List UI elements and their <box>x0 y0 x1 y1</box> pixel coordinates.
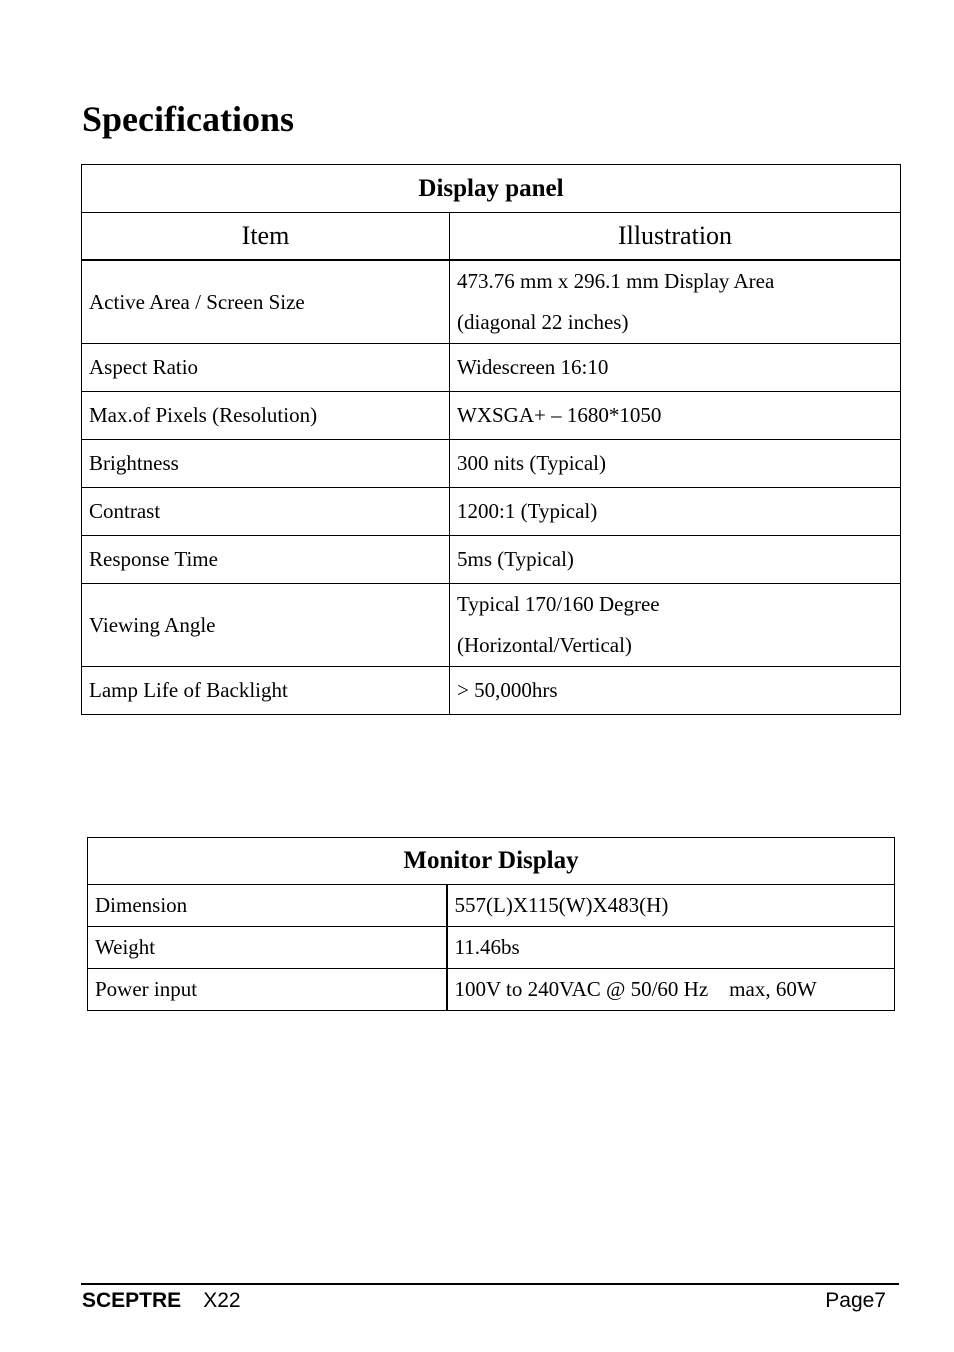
spec-value: 5ms (Typical) <box>450 536 901 584</box>
spec-label: Viewing Angle <box>82 584 450 667</box>
spec-value <box>450 260 901 344</box>
table-row <box>82 260 901 344</box>
footer-divider <box>81 1283 899 1285</box>
spec-value: 300 nits (Typical) <box>450 440 901 488</box>
spec-label: Max.of Pixels (Resolution) <box>82 392 450 440</box>
spec-value-line: (Horizontal/Vertical) <box>457 633 632 657</box>
spec-value: 100V to 240VAC @ 50/60 Hz max, 60W <box>447 969 895 1011</box>
spec-value-line: 473.76 mm x 296.1 mm Display Area <box>457 269 775 293</box>
table-row <box>82 344 901 392</box>
spec-label: Dimension <box>88 885 447 927</box>
table-row <box>82 392 901 440</box>
display-panel-table <box>81 164 901 715</box>
footer-left <box>82 1289 241 1313</box>
spec-label: Power input <box>88 969 447 1011</box>
spec-label: Weight <box>88 927 447 969</box>
table-row <box>82 488 901 536</box>
table-row <box>88 885 895 927</box>
footer-model: X22 <box>203 1289 241 1312</box>
table-row <box>82 536 901 584</box>
monitor-display-title: Monitor Display <box>88 838 895 885</box>
page-title: Specifications <box>82 99 294 139</box>
table-row <box>82 667 901 715</box>
spec-label: Aspect Ratio <box>82 344 450 392</box>
table-row <box>88 927 895 969</box>
footer-brand: SCEPTRE <box>82 1289 182 1312</box>
table-header-row <box>82 213 901 261</box>
display-panel-title: Display panel <box>82 165 901 213</box>
table-row <box>82 584 901 667</box>
spec-value: 11.46bs <box>447 927 895 969</box>
spec-value: > 50,000hrs <box>450 667 901 715</box>
spec-value-line: Typical 170/160 Degree <box>457 592 660 616</box>
spec-label: Lamp Life of Backlight <box>82 667 450 715</box>
page-number: Page7 <box>825 1289 886 1312</box>
spec-label: Response Time <box>82 536 450 584</box>
table-row <box>88 969 895 1011</box>
spec-label: Contrast <box>82 488 450 536</box>
column-header-illustration: Illustration <box>450 213 901 261</box>
spec-label: Brightness <box>82 440 450 488</box>
column-header-item: Item <box>82 213 450 261</box>
spec-value: 557(L)X115(W)X483(H) <box>447 885 895 927</box>
table-title-row <box>82 165 901 213</box>
table-title-row <box>88 838 895 885</box>
monitor-display-table <box>87 837 895 1011</box>
page-footer <box>82 1289 886 1313</box>
table-row <box>82 440 901 488</box>
spec-value: Widescreen 16:10 <box>450 344 901 392</box>
spec-value: WXSGA+ – 1680*1050 <box>450 392 901 440</box>
spec-value: 1200:1 (Typical) <box>450 488 901 536</box>
spec-label: Active Area / Screen Size <box>82 260 450 344</box>
spec-value <box>450 584 901 667</box>
spec-value-line: (diagonal 22 inches) <box>457 310 629 334</box>
